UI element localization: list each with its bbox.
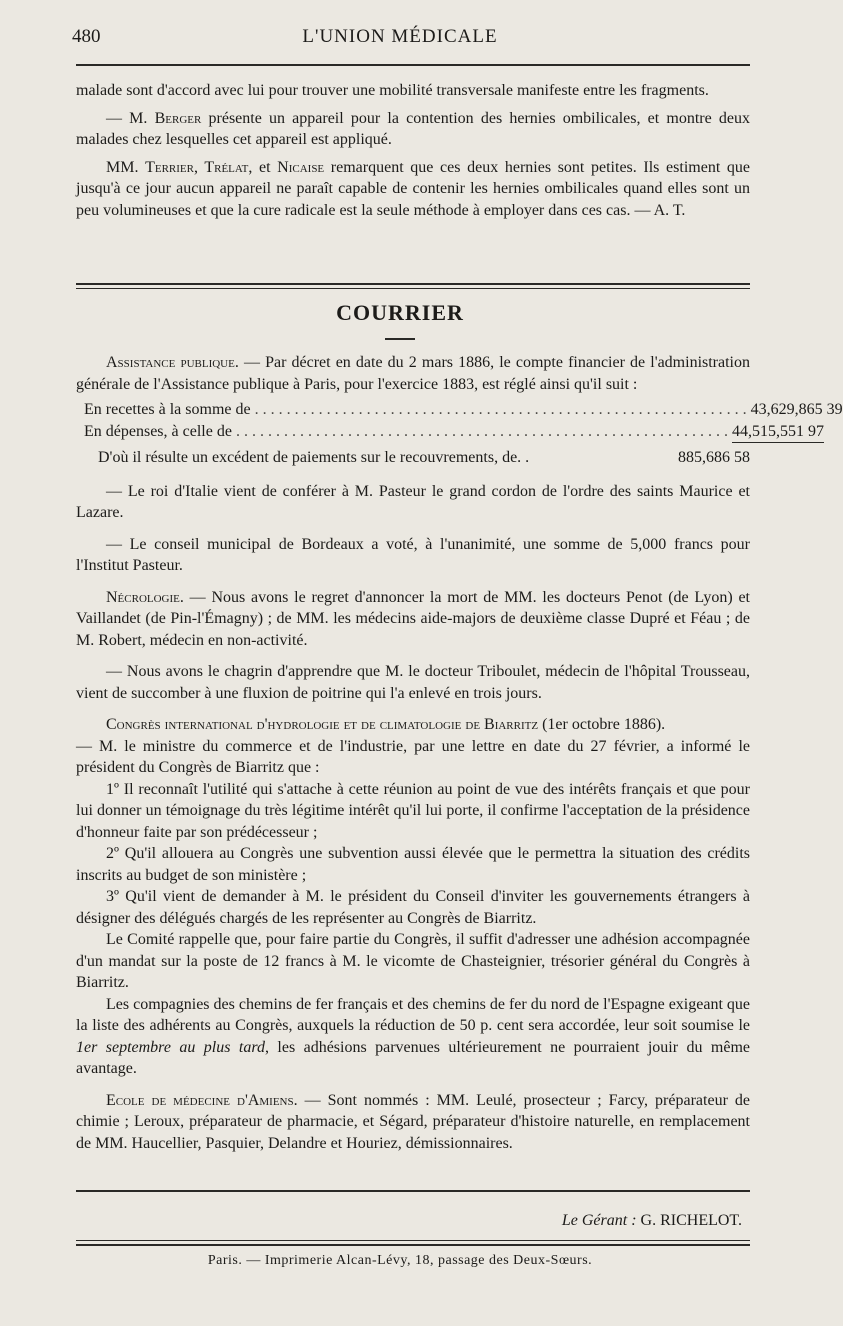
footer-rule [76, 1244, 750, 1246]
ledger-amount: 43,629,865 39 [750, 401, 843, 418]
printer-imprint: Paris. — Imprimerie Alcan-Lévy, 18, passage des Deux-Sœurs. [207, 1253, 593, 1268]
author-names: Terrier, Trélat, [145, 158, 253, 176]
rubric-head: Congrès international d'hydrologie et de climatologie de Biarritz [106, 716, 539, 733]
footer-rule [76, 1240, 750, 1241]
bordeaux-paragraph: — Le conseil municipal de Bordeaux a voté, à l'unanimité, une somme de 5,000 francs pour l'Institut Pasteur. [76, 535, 750, 574]
railway-paragraph: Les compagnies des chemins de fer français et des chemins de fer du nord de l'Espagne exigeant que la liste des adhérents au Congrès, auxquels la réduction de 50 p. cent sera accordée, leur soit soumise le 1er septembre au plus tard, les adhésions parvenues ultérieurement ne pourraient jouir du même avantage. [76, 995, 751, 1077]
rubric-head: Assistance publique. [106, 354, 239, 371]
dot-leader: . . . . . . . . . . . . . . . . . . . . . . . . . . . . . . . . . . . . . . . . . . . . . . . . . . . . . . . . . . . . . . [254, 401, 747, 418]
intro-text [76, 80, 750, 221]
intro-paragraph: malade sont d'accord avec lui pour trouver une mobilité transversale manifeste entre les fragments. [76, 82, 709, 99]
page-number: 480 [72, 26, 101, 47]
section-rule [76, 283, 750, 285]
committee-paragraph: Le Comité rappelle que, pour faire partie du Congrès, il suffit d'adresser une adhésion accompagnée d'un mandat sur la poste de 12 francs à M. le vicomte de Chasteignier, trésorier général du Congrès à Biarritz. [76, 931, 750, 991]
congress-heading: Congrès international d'hydrologie et de climatologie de Biarritz (1er octobre 1886). [106, 716, 666, 733]
gerant-label: Le Gérant : [561, 1212, 637, 1229]
ledger-row: En dépenses, à celle de . . . . . . . . . . . . . . . . . . . . . . . . . . . . . . . . . . . . . . . . . . . . . . . . . . . . . . . . . . . . . . 44,515,551 97 [84, 421, 750, 444]
header-rule [76, 64, 750, 66]
section-rule [76, 288, 750, 289]
ledger-row: En recettes à la somme de . . . . . . . . . . . . . . . . . . . . . . . . . . . . . . . . . . . . . . . . . . . . . . . . . . . . . . . . . . . . . . 43,629,865 39 [84, 399, 750, 421]
ledger-row: D'où il résulte un excédent de paiements sur le recouvrements, de. . 885,686 58 [84, 447, 750, 469]
author-name: Nicaise [277, 158, 325, 176]
gerant-signature [562, 1212, 742, 1230]
dot-leader: . . . . . . . . . . . . . . . . . . . . . . . . . . . . . . . . . . . . . . . . . . . . . . . . . . . . . . . . . . . . . . [235, 422, 728, 440]
rubric-head: Ecole de médecine d'Amiens. [106, 1091, 298, 1109]
section-title: COURRIER [336, 300, 464, 325]
king-paragraph: — Le roi d'Italie vient de conférer à M. Pasteur le grand cordon de l'ordre des saints Maurice et Lazare. [76, 482, 750, 521]
congress-item: 1º Il reconnaît l'utilité qui s'attache à cette réunion au point de vue des intérêts français et que pour lui donner un témoignage du très légitime intérêt qu'il lui porte, il confirme l'acceptation de la présidence d'honneur faite par son prédécesseur ; [76, 780, 750, 841]
author-name: Berger [154, 109, 202, 127]
discussion-paragraph: MM. Terrier, Trélat, et Nicaise remarquent que ces deux hernies sont petites. Ils estiment que jusqu'à ce jour aucun appareil ne paraît capable de contenir les hernies ombilicales quand elles sont un peu volumineuses et que la cure radicale est la seule méthode à employer dans ces cas. — A. T. [76, 158, 750, 219]
assistance-paragraph: Assistance publique. — Par décret en date du 2 mars 1886, le compte financier de l'administration générale de l'Assistance publique à Paris, pour l'exercice 1883, est réglé ainsi qu'il suit : [76, 354, 750, 393]
title-dash [385, 338, 415, 340]
congress-intro: — M. le ministre du commerce et de l'industrie, par une lettre en date du 27 février, a informé le président du Congrès de Biarritz que : [76, 737, 750, 776]
gerant-name: G. RICHELOT. [636, 1212, 742, 1229]
congress-item: 3º Qu'il vient de demander à M. le président du Conseil d'inviter les gouvernements étrangers à désigner des délégués chargés de les représenter au Congrès de Biarritz. [76, 888, 750, 927]
running-head: L'UNION MÉDICALE [302, 26, 498, 47]
berger-paragraph: — M. Berger présente un appareil pour la contention des hernies ombilicales, et montre deux malades chez lesquelles cet appareil est appliqué. [76, 109, 750, 148]
courrier-text [76, 352, 843, 1154]
triboulet-paragraph: — Nous avons le chagrin d'apprendre que M. le docteur Triboulet, médecin de l'hôpital Trousseau, vient de succomber à une fluxion de poitrine qui l'a enlevé en trois jours. [76, 663, 750, 702]
necrology-paragraph: Nécrologie. — Nous avons le regret d'annoncer la mort de MM. les docteurs Penot (de Lyon) et Vaillandet (de Pin-l'Émagny) ; de MM. les médecins aide-majors de deuxième classe Dupré et Féau ; de M. Robert, médecin en non-activité. [76, 588, 750, 649]
ledger-amount: 44,515,551 97 [732, 421, 824, 444]
congress-item: 2º Qu'il allouera au Congrès une subvention aussi élevée que le permettra la situation des crédits inscrits au budget de son ministère ; [76, 845, 750, 884]
footer-rule [76, 1190, 750, 1192]
amiens-paragraph: Ecole de médecine d'Amiens. — Sont nommés : MM. Leulé, prosecteur ; Farcy, préparateur de chimie ; Leroux, préparateur de pharmacie, et Ségard, préparateur d'histoire naturelle, en remplacement de MM. Haucellier, Pasquier, Delandre et Houriez, démissionnaires. [76, 1091, 750, 1152]
ledger-amount: 885,686 58 [678, 449, 750, 466]
rubric-head: Nécrologie. [106, 588, 184, 606]
